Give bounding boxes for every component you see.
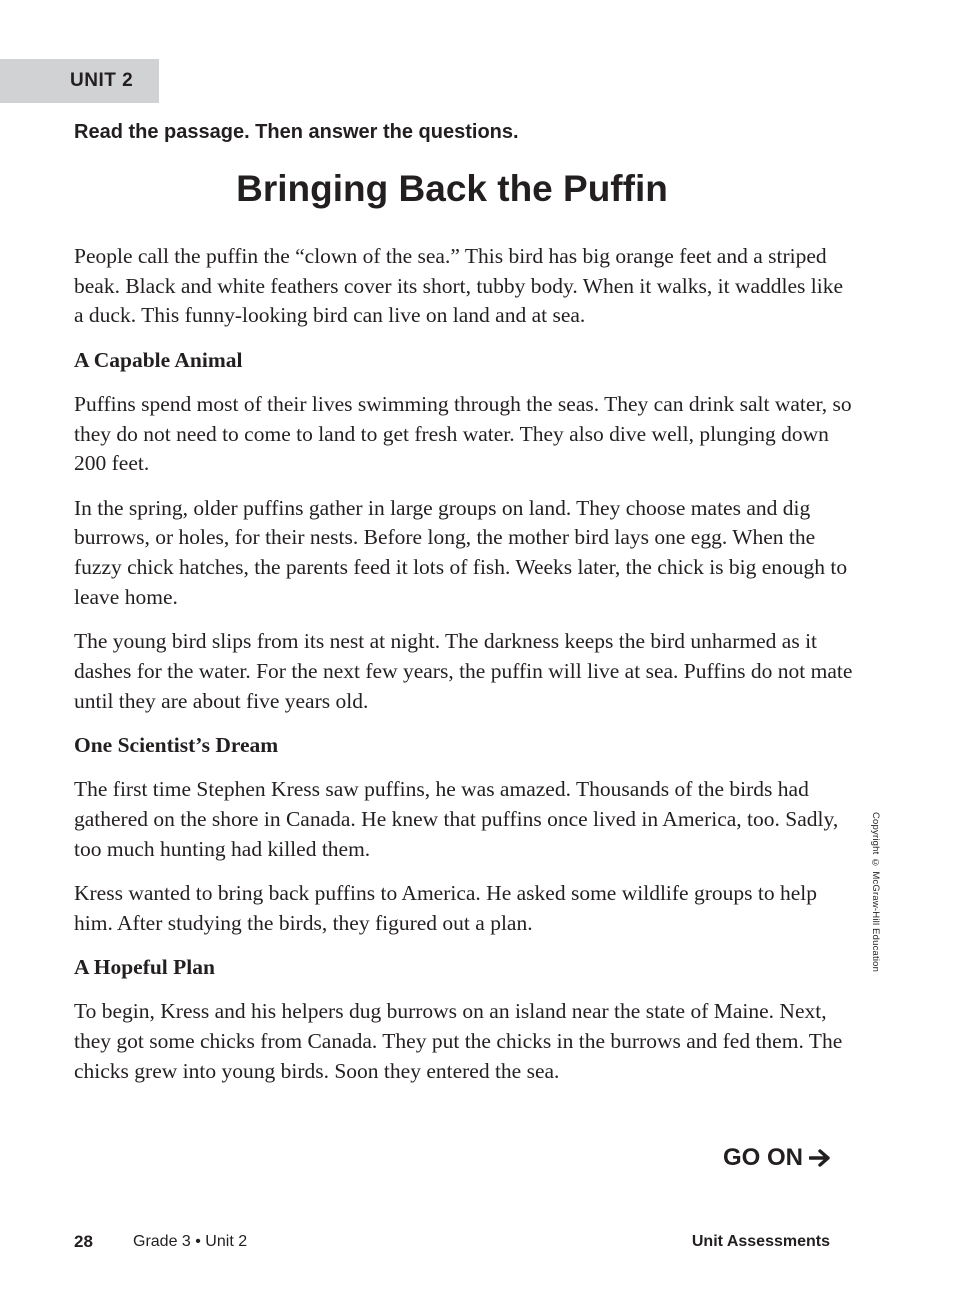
footer-grade-unit: Grade 3 • Unit 2: [133, 1233, 248, 1250]
section-heading: A Hopeful Plan: [74, 954, 215, 979]
section-heading: A Capable Animal: [74, 347, 243, 372]
passage-paragraph: The first time Stephen Kress saw puffins, he was amazed. Thousands of the birds had gathered on the shore in Canada. He knew that puffins once lived in America, too. Sadly, too much hunting had killed them.: [74, 777, 839, 861]
arrow-right-icon: [809, 1149, 831, 1167]
go-on-label: GO ON: [722, 1144, 803, 1171]
unit-label: UNIT 2: [70, 70, 134, 91]
passage-paragraph: Kress wanted to bring back puffins to America. He asked some wildlife groups to help him. After studying the birds, they figured out a plan.: [74, 880, 817, 935]
page-number: 28: [74, 1232, 93, 1251]
passage-paragraph: People call the puffin the “clown of the sea.” This bird has big orange feet and a striped beak. Black and white feathers cover its short, tubby body. When it walks, it waddles like a duck. This funny-looking bird can live on land and at sea.: [74, 244, 844, 328]
passage-paragraph: Puffins spend most of their lives swimming through the seas. They can drink salt water, so they do not need to come to land to get fresh water. They also dive well, plunging down 200 feet.: [74, 392, 852, 476]
instructions: Read the passage. Then answer the questions.: [74, 121, 519, 143]
go-on-indicator: [723, 1144, 831, 1172]
passage-paragraph: To begin, Kress and his helpers dug burrows on an island near the state of Maine. Next, they got some chicks from Canada. They put the chicks in the burrows and fed them. The chicks grew into young birds. Soon they entered the sea.: [74, 999, 843, 1083]
section-heading: One Scientist’s Dream: [74, 732, 279, 757]
unit-tab: [0, 59, 159, 103]
passage-paragraph: In the spring, older puffins gather in large groups on land. They choose mates and dig burrows, or holes, for their nests. Before long, the mother bird lays one egg. When the fuzzy chick hatches, the parents feed it lots of fish. Weeks later, the chick is big enough to leave home.: [74, 495, 848, 609]
page-title: Bringing Back the Puffin: [236, 168, 668, 209]
copyright-notice: Copyright © McGraw-Hill Education: [870, 812, 881, 973]
passage-paragraph: The young bird slips from its nest at night. The darkness keeps the bird unharmed as it dashes for the water. For the next few years, the puffin will live at sea. Puffins do not mate until they are about five years old.: [74, 629, 853, 713]
passage: [74, 242, 854, 1101]
footer-section: Unit Assessments: [691, 1233, 830, 1250]
